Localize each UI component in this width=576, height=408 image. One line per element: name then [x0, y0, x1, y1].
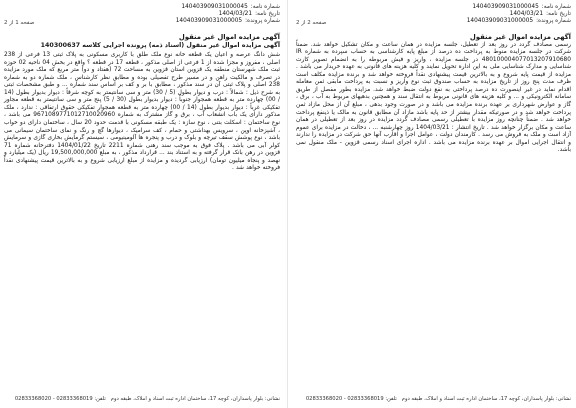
- file-number: 140403909031000005: [466, 18, 534, 25]
- letter-number-label: شماره نامه:: [541, 4, 571, 10]
- footer: [296, 396, 571, 402]
- letter-number-label: شماره نامه:: [250, 4, 280, 10]
- letter-date-label: تاریخ نامه:: [546, 11, 571, 18]
- file-number-row: [451, 18, 571, 25]
- letter-date: 1404/03/21: [509, 11, 544, 18]
- footer-tel: 02833368019 - 02833368020: [14, 396, 93, 402]
- footer-address: نشانی: بلوار پاسداران، کوچه 17، ساختمان اداره ثبت اسناد و املاک، طبقه دوم: [401, 396, 571, 402]
- file-number-label: شماره پرونده:: [245, 18, 280, 25]
- letter-date-label: تاریخ نامه:: [255, 11, 280, 18]
- page-1: [0, 0, 286, 408]
- file-number-row: [160, 18, 280, 25]
- page-number: صفحه 2 از 2: [296, 19, 327, 26]
- letter-meta: [160, 4, 280, 26]
- letter-number-row: [160, 4, 280, 11]
- letter-number: 140403909031000045: [472, 4, 539, 10]
- notice-subtitle: آگهی مزایده اموال غیر منقول (اسناد ذمه) پرونده اجرایی کلاسه 140300637: [40, 41, 280, 49]
- file-number: 140403909031000005: [175, 18, 243, 25]
- notice-title: آگهی مزایده اموال غیر منقول: [469, 32, 571, 41]
- footer-tel-label: تلفن:: [385, 396, 397, 402]
- letter-number: 140403909031000045: [181, 4, 248, 10]
- file-number-label: شماره پرونده:: [536, 18, 571, 25]
- letter-date-row: [451, 11, 571, 18]
- footer: [4, 396, 280, 402]
- letter-date-row: [160, 11, 280, 18]
- letter-date: 1404/03/21: [218, 11, 253, 18]
- page-2: [290, 0, 576, 408]
- page-divider: [287, 0, 288, 408]
- footer-address: نشانی: بلوار پاسداران، کوچه 17، ساختمان اداره ثبت اسناد و املاک، طبقه دوم: [110, 396, 280, 402]
- footer-tel-label: تلفن:: [94, 396, 106, 402]
- page-number: صفحه 1 از 2: [4, 19, 35, 26]
- notice-body: رسمی مصادف گردد در روز بعد از تعطیل، جلسه مزایده در همان ساعت و مکان تشکیل خواهد شد. ضمناً شرکت در جلسه مزایده منوط به پرداخت ده درصد از مبلغ پایه کارشناسی به حساب سپرده به شماره IR 480100004077013207910680 در جلسه مزایده ، واریز و فیش مربوطه را به انضمام تصویر کارت شناسایی و مدارک شناسایی ملی به این اداره تحویل نمایند و کلیه هزینه های قانونی به عهده خریدار می باشد . مزایده از قیمت پایه شروع و به بالاترین قیمت پیشنهادی نقداً فروخته خواهد شد و برنده مزایده مکلف است ظرف مدت پنج روز از تاریخ مزایده به حساب صندوق ثبت نوع واریز و نسبت به پرداخت مابقی ثمن معامله اقدام نماید در غیر اینصورت ده درصد پرداختی به نفع دولت ضبط خواهد شد. مزایده بطور مفصل از طریق سامانه الکترونیکی و ... و کلیه هزینه های قانونی مربوط به انتقال سند و همچنین بدهیهای مربوط به آب ، برق ، گاز و عوارض شهرداری بر عهده برنده مزایده می باشد و در صورت وجود بدهی ، مبلغ آن از محل مازاد ثمن پرداخت خواهد شد و در صورتیکه مقدار بیشتر از حد پایه باشد مازاد آن مطابق قانون به مالک یا ذینفع پرداخت خواهد شد . ضمناً چنانچه روز مزایده با تعطیلی رسمی مصادف گردد مزایده در روز بعد از تعطیلی در همان ساعت و مکان برگزار خواهد شد . تاریخ انتشار : 1404/03/21 روز چهارشنبه ... ، دخالت در مزایده برای عموم آزاد است و ملک به فروش می رسد . کارمندان دولت ، عوامل اجرا و اقارب آنها حق شرکت در مزایده را ندارند و انتقال اجرایی اموال بر عهده برنده مزایده می باشد . اداره اجرای اسناد رسمی قزوین - ملک منقول نمی باشد.: [296, 41, 572, 154]
- notice-title: آگهی مزایده اموال غیر منقول: [178, 32, 280, 41]
- letter-meta: [451, 4, 571, 26]
- notice-body: شش دانگ عرصه و اعیان یک قطعه خانه نوع ملک طلق با کاربری مسکونی به پلاک ثبتی 13 فرعی از 238 اصلی ، مفروز و مجزا شده از 1 فرعی از اصلی مذکور ، قطعه 17 در قطعه ؟ واقع در بخش 04 ناحیه 02 حوزه ثبت ملک شهرستان منطقه یک قزوین استان قزوین به مساحت 72 (هفتاد و دو) متر مربع که ملک مورد مزایده در تصرف و مالکیت راهن و در مسیر طرح تفصیلی بوده و مطابق نظر کارشناس ، ملک شماره دو به شماره 238 اصلی و پلاک ثبتی آن در سند مذکور ، مطابق با بر و کف بر اساس سند شماره ... و طبق مشخصات ثبتی به شرح ذیل : شمالاً : درب و دیوار بطول (5 / 30) متر و سی سانتیمتر به کوچه شرقاً : دیوار بدیوار بطول (14 / 00) چهارده متر به قطعه همجوار جنوباً : دیوار بدیوار بطول (30 / 5) پنج متر و سی سانتیمتر به قطعه مجاور تفکیکی غرباً : دیوار بدیوار بطول (14 / 00) چهارده متر به قطعه همجوار تفکیکی حقوق ارتفاقی : ندارد ، ملک مذکور دارای یک باب انشعاب آب ، برق و گاز مشترک به شماره 9671089771012710020960 می باشد ، نوع ساختمان : اسکلت بتنی ، نوع سازه : یک طبقه مسکونی با قدمت حدود 20 سال ، ساختمان دارای دو خواب ، آشپزخانه اوپن ، سرویس بهداشتی و حمام ، کف سرامیک ، دیوارها گچ و رنگ و نمای ساختمان سیمانی می باشد ، نوع پوشش سقف تیرچه و بلوک و درب و پنجره ها آلومینیومی ، سیستم گرمایش بخاری گازی و سرمایش کولر آبی می باشد . پلاک فوق به موجب سند رهنی شماره 2211 تاریخ 1404/01/22 دفترخانه شماره 71 قزوین در رهن بانک قرار گرفته و به استناد بند ... قرارداد مذکور ، به مبلغ 19,500,000,000 ریال (یک میلیارد و نهصد و پنجاه میلیون تومان) ارزیابی گردیده و مزایده از مبلغ ارزیابی شروع و به بالاترین قیمت پیشنهادی نقداً فروخته خواهد شد .: [4, 52, 281, 172]
- footer-tel: 02833368019 - 02833368020: [305, 396, 384, 402]
- letter-number-row: [451, 4, 571, 11]
